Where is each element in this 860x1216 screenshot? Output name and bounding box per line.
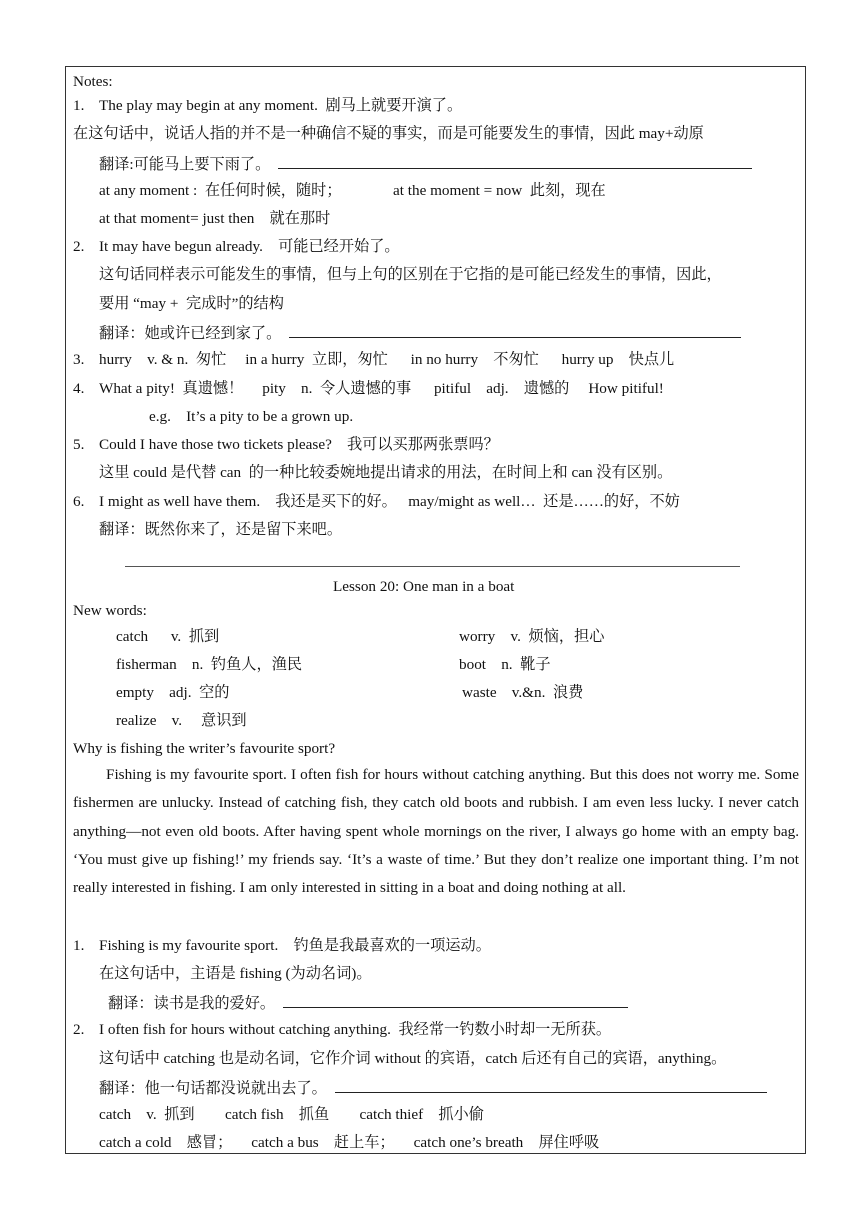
note-6-translation: 翻译：既然你来了，还是留下来吧。 [99, 521, 342, 538]
word-waste: waste v.&n. 浪费 [462, 684, 584, 701]
note-1-number: 1. [73, 97, 85, 114]
note-3-number: 3. [73, 351, 85, 368]
note-1-phrase-that-moment: at that moment= just then 就在那时 [99, 210, 331, 227]
note-1-explanation: 在这句话中，说话人指的并不是一种确信不疑的事实，而是可能要发生的事情，因此 may+动原 [73, 125, 704, 142]
point-1-text: Fishing is my favourite sport. 钓鱼是我最喜欢的一项运动。 [99, 937, 491, 954]
point-2-phrases-1: catch v. 抓到 catch fish 抓鱼 catch thief 抓小偷 [99, 1106, 484, 1123]
answer-blank[interactable] [289, 322, 741, 338]
page-border [65, 66, 806, 1154]
note-2-explanation-1: 这句话同样表示可能发生的事情，但与上句的区别在于它指的是可能已经发生的事情，因此， [99, 266, 722, 283]
note-2-explanation-2: 要用 “may + 完成时”的结构 [99, 295, 284, 312]
point-1-number: 1. [73, 937, 85, 954]
lesson-passage: Fishing is my favourite sport. I often fish for hours without catching anything. But this does not worry me. Some fishermen are unlucky. Instead of catching fish, they catch old boots and rubbish. I am even less lucky. I never catch anything—not even old boots. After having spent whole mornings on the river, I always go home with an empty bag. ‘You must give up fishing!’ my friends say. ‘It’s a waste of time.’ But they don’t realize one important thing. I’m not really interested in fishing. I am only interested in sitting in a boat and doing nothing at all. [73, 766, 799, 897]
translation-prompt: 翻译：他一句话都没说就出去了。 [99, 1080, 327, 1097]
point-2-explanation: 这句话中 catching 也是动名词，它作介词 without 的宾语，catch 后还有自己的宾语，anything。 [99, 1050, 727, 1067]
word-boot: boot n. 靴子 [459, 656, 551, 673]
note-1-text: The play may begin at any moment. 剧马上就要开演了。 [99, 97, 463, 114]
note-5-explanation: 这里 could 是代替 can 的一种比较委婉地提出请求的用法，在时间上和 can 没有区别。 [99, 464, 673, 481]
word-realize: realize v. 意识到 [116, 712, 247, 729]
note-4-example: e.g. It’s a pity to be a grown up. [149, 408, 354, 425]
note-2-number: 2. [73, 238, 85, 255]
answer-blank[interactable] [278, 153, 752, 169]
note-5-number: 5. [73, 436, 85, 453]
note-1-translation [99, 153, 752, 175]
note-2-text: It may have begun already. 可能已经开始了。 [99, 238, 400, 255]
word-worry: worry v. 烦恼，担心 [459, 628, 605, 645]
lesson-title: Lesson 20: One man in a boat [333, 578, 515, 595]
notes-heading: Notes: [73, 73, 113, 90]
note-4-number: 4. [73, 380, 85, 397]
point-2-text: I often fish for hours without catching anything. 我经常一钓数小时却一无所获。 [99, 1021, 612, 1038]
section-divider [125, 566, 740, 567]
note-1-phrase-the-moment: at the moment = now 此刻，现在 [393, 182, 606, 199]
note-1-phrase-any-moment: at any moment : 在任何时候，随时； [99, 182, 342, 199]
point-1-translation [108, 992, 628, 1014]
note-6-text: I might as well have them. 我还是买下的好。 may/might as well… 还是……的好，不妨 [99, 493, 680, 510]
point-1-explanation: 在这句话中，主语是 fishing (为动名词)。 [99, 965, 372, 982]
word-catch: catch v. 抓到 [116, 628, 220, 645]
word-fisherman: fisherman n. 钓鱼人，渔民 [116, 656, 303, 673]
translation-prompt: 翻译：读书是我的爱好。 [108, 995, 276, 1012]
point-2-number: 2. [73, 1021, 85, 1038]
answer-blank[interactable] [335, 1077, 767, 1093]
translation-prompt: 翻译：她或许已经到家了。 [99, 325, 282, 342]
note-4-text: What a pity! 真遗憾！ pity n. 令人遗憾的事 pitiful adj. 遗憾的 How pitiful! [99, 380, 664, 397]
note-6-number: 6. [73, 493, 85, 510]
point-2-phrases-2: catch a cold 感冒； catch a bus 赶上车； catch one’s breath 屏住呼吸 [99, 1134, 600, 1151]
note-5-text: Could I have those two tickets please? 我可以买那两张票吗？ [99, 436, 499, 453]
note-3-text: hurry v. & n. 匆忙 in a hurry 立即，匆忙 in no hurry 不匆忙 hurry up 快点儿 [99, 351, 675, 368]
new-words-label: New words: [73, 602, 147, 619]
word-empty: empty adj. 空的 [116, 684, 230, 701]
note-2-translation [99, 322, 741, 344]
point-2-translation [99, 1077, 767, 1099]
answer-blank[interactable] [283, 992, 628, 1008]
translation-prompt: 翻译:可能马上要下雨了。 [99, 156, 271, 173]
lesson-question: Why is fishing the writer’s favourite sport? [73, 740, 336, 757]
